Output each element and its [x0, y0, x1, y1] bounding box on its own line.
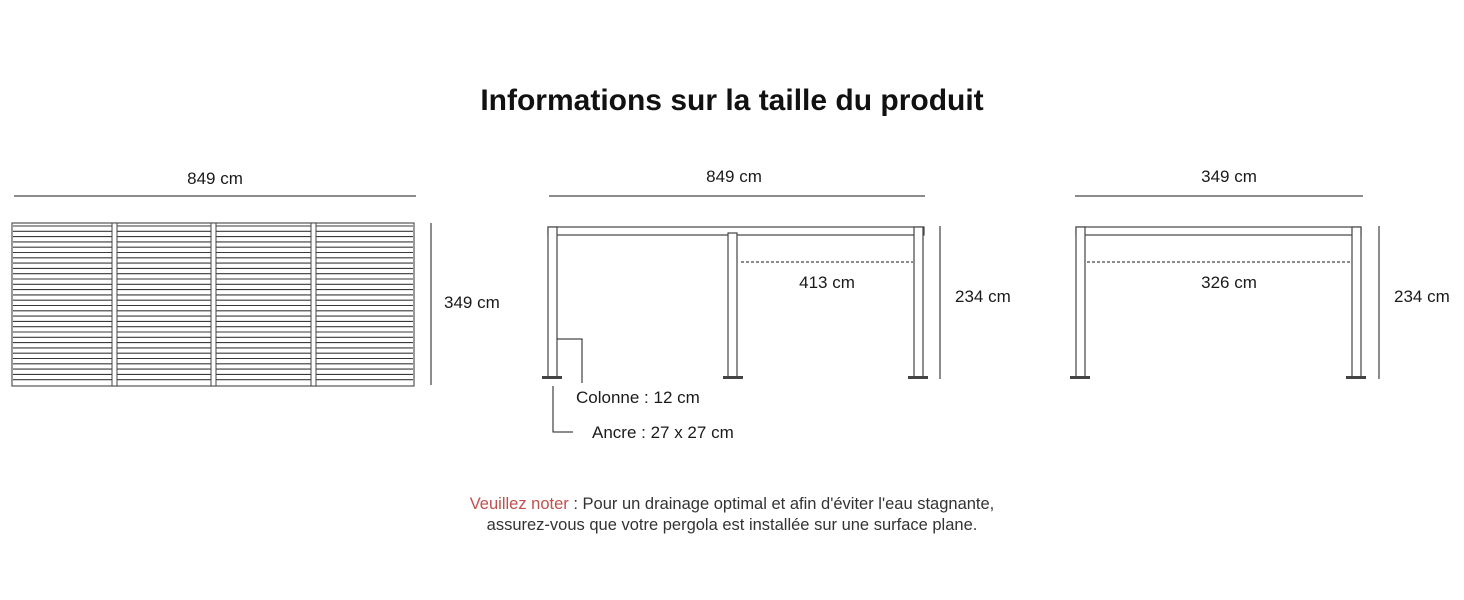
top-view-width-label: 849 cm — [187, 169, 243, 188]
side-foot-right — [1346, 376, 1366, 379]
side-span-label: 326 cm — [1201, 273, 1257, 292]
side-view — [1070, 167, 1450, 379]
anchor-callout-label: Ancre : 27 x 27 cm — [592, 423, 734, 442]
top-view — [12, 169, 500, 386]
top-view-depth-label: 349 cm — [444, 293, 500, 312]
column-callout-label: Colonne : 12 cm — [576, 388, 700, 407]
front-foot-middle — [723, 376, 743, 379]
note-line-1 — [0, 494, 1464, 515]
note-text-line-1: : Pour un drainage optimal et afin d'éviter l'eau stagnante, — [568, 495, 995, 513]
front-span-label: 413 cm — [799, 273, 855, 292]
front-post-right — [914, 227, 923, 377]
roof-beam — [211, 223, 216, 386]
roof-beam — [311, 223, 316, 386]
side-top-beam — [1076, 227, 1361, 235]
front-post-middle — [728, 233, 737, 377]
roof-beam — [112, 223, 117, 386]
side-post-right — [1352, 227, 1361, 377]
front-post-left — [548, 227, 557, 377]
front-view — [542, 167, 1011, 442]
front-foot-right — [908, 376, 928, 379]
front-height-label: 234 cm — [955, 287, 1011, 306]
anchor-callout-line — [553, 386, 573, 432]
side-height-label: 234 cm — [1394, 287, 1450, 306]
front-foot-left — [542, 376, 562, 379]
note-text-line-2: assurez-vous que votre pergola est installée sur une surface plane. — [486, 516, 978, 534]
side-post-left — [1076, 227, 1085, 377]
front-view-width-label: 849 cm — [706, 167, 762, 186]
note-prefix: Veuillez noter — [469, 495, 569, 513]
page-title: Informations sur la taille du produit — [480, 84, 984, 117]
installation-note — [0, 494, 1464, 536]
side-view-width-label: 349 cm — [1201, 167, 1257, 186]
side-foot-left — [1070, 376, 1090, 379]
